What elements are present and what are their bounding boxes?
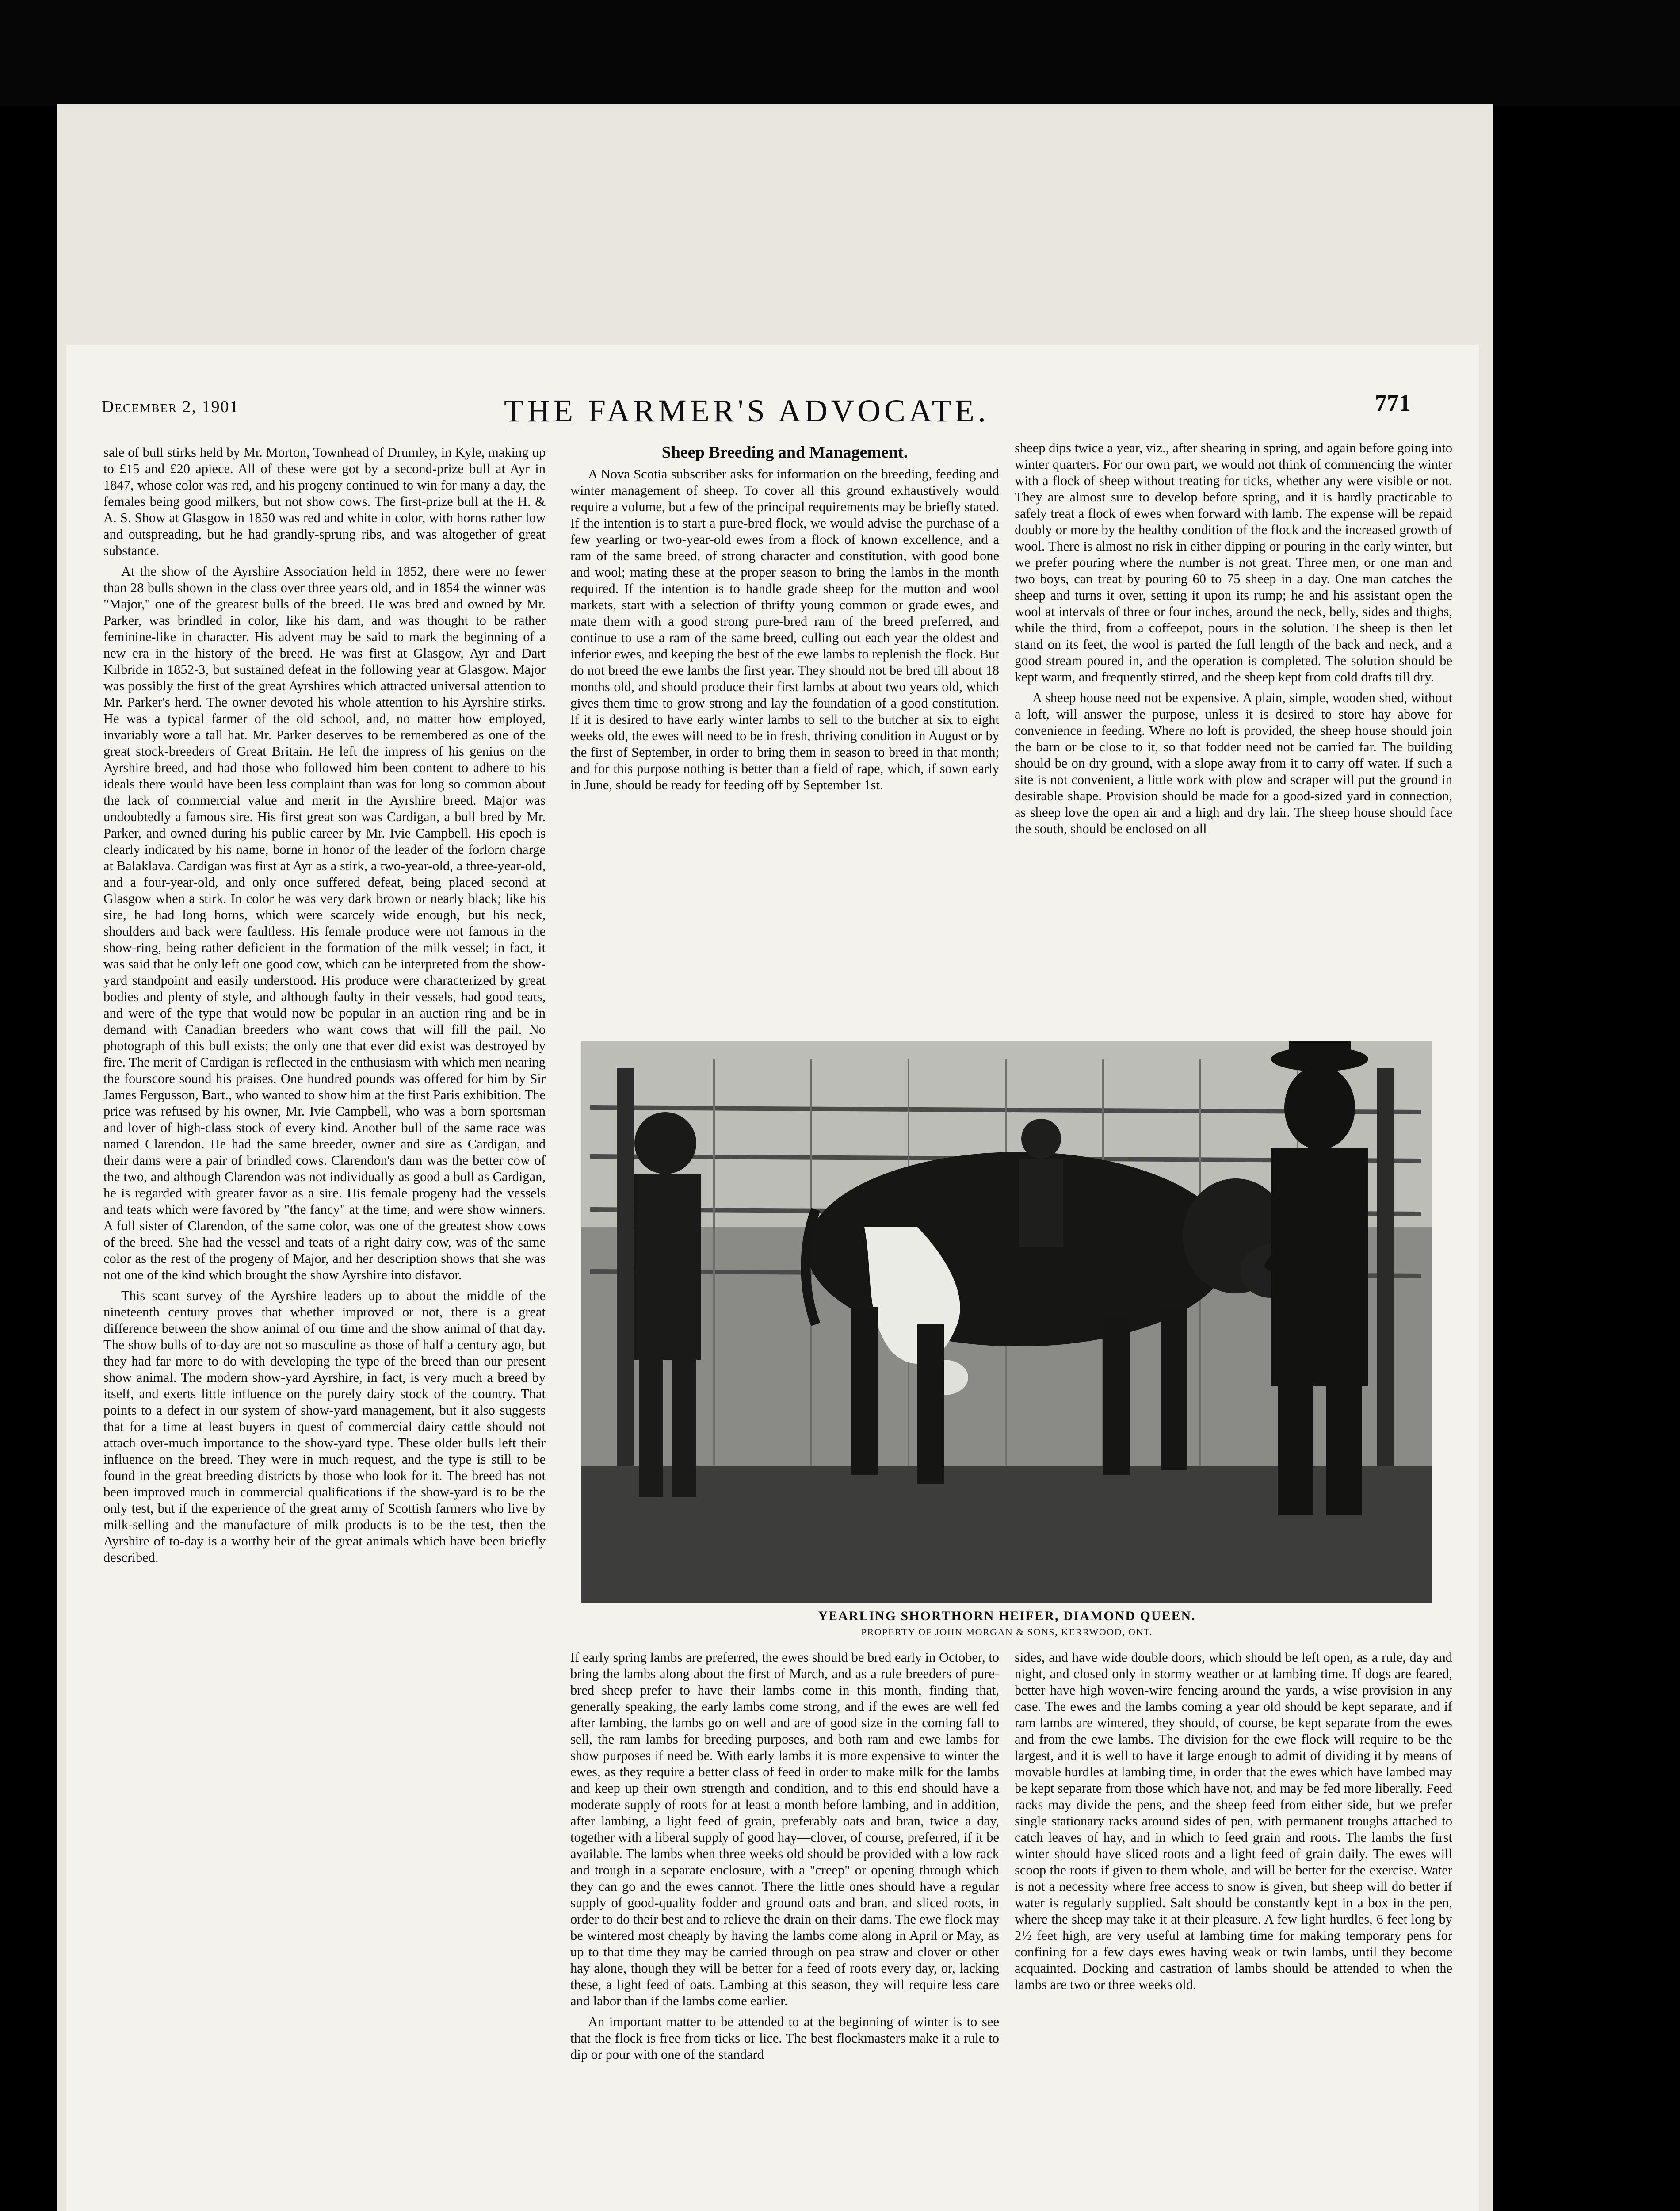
paragraph: At the show of the Ayrshire Association held in 1852, there were no fewer than 28 bulls shown in the class over three years old, and in 1854 the winner was "Major," one of the greatest bulls of the breed. He was bred and owned by Mr. Parker, was brindled in color, like his dam, and was thought to be rather feminine-like in character. His advent may be said to mark the beginning of a new era in the history of the breed. He was first at Glasgow, Ayr and Dart Kilbride in 1852-3, but sustained defeat in the following year at Glasgow. Major was possibly the first of the great Ayrshires which attracted universal attention to Mr. Parker's herd. The owner devoted his whole attention to his Ayrshire stirks. He was a typical farmer of the old school, and, no matter how employed, invariably wore a tall hat. Mr. Parker deserves to be remembered as one of the great stock-breeders of Great Britain. He left the impress of his genius on the Ayrshire breed, and had those who followed him been content to adhere to his ideals there would have been less complaint than was for long so common about the lack of commercial value and merit in the Ayrshire breed. Major was undoubtedly a famous sire. His first great son was Cardigan, a bull bred by Mr. Parker, and owned during his public career by Mr. Ivie Campbell. His epoch is clearly indicated by his name, borne in honor of the leader of the forlorn charge at Balaklava. Cardigan was first at Ayr as a stirk, a two-year-old, a three-year-old, and a four-year-old, and only once suffered defeat, being placed second at Glasgow when a stirk. In color he was very dark brown or nearly black; like his sire, he had long horns, which were scarcely wide enough, but his neck, shoulders and back were faultless. His female produce were not famous in the show-ring, being rather deficient in the formation of the milk vessel; in fact, it was said that he only left one good cow, which can be interpreted from the show-yard standpoint and easily understood. His produce were characterized by great bodies and plenty of style, and although faulty in their vessels, had good teats, and were of the type that would now be popular in an auction ring and be in demand with Canadian breeders who want cows that will fill the pail. No photograph of this bull exists; the only one that ever did exist was destroyed by fire. The merit of Cardigan is reflected in the enthusiasm with which men nearing the fourscore sound his praises. One hundred pounds was offered for him by Sir James Fergusson, Bart., who wanted to show him at the first Paris exhibition. The price was refused by his owner, Mr. Ivie Campbell, who was a born sportsman and lover of high-class stock of every kind. Another bull of the same race was named Clarendon. He had the same breeder, owner and sire as Cardigan, and their dams were a pair of brindled cows. Clarendon's dam was the better cow of the two, and although Clarendon was not individually as good a bull as Cardigan, he is regarded with greater favor as a sire. His female progeny had the vessels and teats which were favored by "the fancy" at the time, and were show winners. A full sister of Clarendon, of the same color, was one of the greatest show cows of the breed. She had the vessel and teats of a right dairy cow, was of the same color as the rest of the progeny of Major, and her description shows that she was not one of the kind which brought the show Ayrshire into disfavor. xyxy=(103,564,546,1282)
column-sheep-article-right-top xyxy=(1015,440,1452,1028)
heifer-photograph xyxy=(581,1041,1432,1603)
paragraph: If early spring lambs are preferred, the ewes should be bred early in October, to bring the lambs along about the first of March, and as a rule breeders of pure-bred sheep prefer to have their lambs come in this month, finding that, generally speaking, the early lambs come strong, and if the ewes are well fed after lambing, the lambs go on well and are of good size in the coming fall to sell, the ram lambs for breeding purposes, and both ram and ewe lambs for show purposes if need be. With early lambs it is more expensive to winter the ewes, as they require a better class of feed in order to make milk for the lambs and keep up their own strength and condition, and to this end should have a moderate supply of roots for at least a month before lambing, and in addition, after lambing, a light feed of grain, preferably oats and bran, twice a day, together with a liberal supply of good hay—clover, of course, preferred, if it be available. The lambs when three weeks old should be provided with a low rack and trough in a separate enclosure, with a "creep" or opening through which they can go and the ewes cannot. There the little ones should have a regular supply of good-quality fodder and ground oats and bran, and sliced roots, in order to do their best and to relieve the drain on their dams. The ewe flock may be wintered most cheaply by having the lambs come along in April or May, as up to that time they may be carried through on pea straw and clover or other hay alone, though they will be better for a feed of roots every day, or, lacking these, a light feed of oats. Lambing at this season, they will require less care and labor than if the lambs come earlier. xyxy=(570,1650,999,2008)
photo-illustration xyxy=(581,1041,1432,1603)
paragraph: A sheep house need not be expensive. A plain, simple, wooden shed, without a loft, will answer the purpose, unless it is desired to store hay above for convenience in feeding. Where no loft is provided, the sheep house should join the barn or be close to it, so that fodder need not be carried far. The building should be on dry ground, with a slope away from it to carry off water. If such a site is not convenient, a little work with plow and scraper will put the ground in desirable shape. Provision should be made for a good-sized yard in connection, as sheep love the open air and a high and dry lair. The sheep house should face the south, should be enclosed on all xyxy=(1015,690,1452,836)
issue-date: December 2, 1901 xyxy=(102,398,239,416)
paragraph: An important matter to be attended to at the beginning of winter is to see that the flock is free from ticks or lice. The best flockmasters make it a rule to dip or pour with one of the standard xyxy=(570,2014,999,2062)
masthead-title: THE FARMER'S ADVOCATE. xyxy=(504,393,989,428)
page-number: 771 xyxy=(1375,390,1411,416)
scan-border xyxy=(0,0,1680,106)
paragraph: This scant survey of the Ayrshire leaders up to about the middle of the nineteenth century proves that whether improved or not, there is a great difference between the show animal of our time and the show animal of that day. The show bulls of to-day are not so masculine as those of half a century ago, but they had far more to do with developing the type of the breed than our present show animal. The modern show-yard Ayrshire, in fact, is very much a breed by itself, and exerts little influence on the purely dairy stock of the country. That points to a defect in our system of show-yard management, but it also suggests that for a time at least buyers in quest of commercial dairy cattle should not attach over-much importance to the show-yard type. These older bulls left their influence on the breed. They were in much request, and the type is still to be found in the great breeding districts by those who look for it. The breed has not been improved much in commercial qualifications if the show-yard is to be the only test, but if the experience of the great army of Scottish farmers who live by milk-selling and the manufacture of milk products is to be the test, then the Ayrshire of to-day is a worthy heir of the great animals which have been briefly described. xyxy=(103,1288,546,1565)
photo-caption: YEARLING SHORTHORN HEIFER, DIAMOND QUEEN. xyxy=(818,1609,1196,1623)
article-title: Sheep Breeding and Management. xyxy=(661,444,908,462)
paragraph: sheep dips twice a year, viz., after shearing in spring, and again before going into winter quarters. For our own part, we would not think of commencing the winter with a flock of sheep without treating for ticks, whether any were visible or not. They are almost sure to develop before spring, and it is hardly practicable to safely treat a flock of ewes when forward with lamb. The expense will be repaid doubly or more by the healthy condition of the flock and the increased growth of wool. There is almost no risk in either dipping or pouring in the early winter, but we prefer pouring where the number is not great. Three men, or one man and two boys, can treat by pouring 60 to 75 sheep in a day. One man catches the sheep and turns it over, setting it upon its rump; he and his assistant open the wool at intervals of three or four inches, around the neck, belly, sides and thighs, while the third, from a coffeepot, pours in the solution. The sheep is then let stand on its feet, the wool is parted the full length of the back and neck, and a good stream poured in, and the operation is completed. The solution should be kept warm, and frequently stirred, and the sheep kept from cold drafts till dry. xyxy=(1015,440,1452,685)
column-sheep-article-top xyxy=(570,444,999,1028)
photo-credit: PROPERTY OF JOHN MORGAN & SONS, KERRWOOD, ONT. xyxy=(861,1626,1153,1637)
paragraph: A Nova Scotia subscriber asks for information on the breeding, feeding and winter management of sheep. To cover all this ground exhaustively would require a volume, but a few of the principal requirements may be briefly stated. If the intention is to start a pure-bred flock, we would advise the purchase of a few yearling or two-year-old ewes from a flock of known excellence, and a ram of the same breed, of strong character and constitution, with good bone and wool; mating these at the proper season to bring the lambs in the month required. If the intention is to handle grade sheep for the mutton and wool markets, start with a selection of thrifty young common or grade ewes, and mate them with a good strong pure-bred ram of the breed preferred, and continue to use a ram of the same breed, culling out each year the oldest and inferior ewes, and keeping the best of the ewe lambs to replenish the flock. But do not breed the ewe lambs the first year. They should not be bred till about 18 months old, and should produce their first lambs at about two years old, which gives them time to grow strong and lay the foundation of a good constitution. If it is desired to have early winter lambs to sell to the butcher at six to eight weeks old, the ewes will need to be in fresh, thriving condition in August or by the first of September, in order to bring them in season to breed in that month; and for this purpose nothing is better than a field of rape, which, if sown early in June, should be ready for feeding off by September 1st. xyxy=(570,467,999,792)
paragraph: sale of bull stirks held by Mr. Morton, Townhead of Drumley, in Kyle, making up to £15 and £20 apiece. All of these were got by a second-prize bull at Ayr in 1847, whose color was red, and his progeny continued to win for many a day, the females being good milkers, but not show cows. The first-prize bull at the H. & A. S. Show at Glasgow in 1850 was red and white in color, with horns rather low and outspreading, but he had grandly-sprung ribs, and was altogether of great substance. xyxy=(103,445,546,558)
paragraph: sides, and have wide double doors, which should be left open, as a rule, day and night, and closed only in stormy weather or at lambing time. If dogs are feared, better have high woven-wire fencing around the yards, a wise provision in any case. The ewes and the lambs coming a year old should be kept separate, and if ram lambs are wintered, they should, of course, be kept separate from the ewes and from the ewe lambs. The division for the ewe flock will require to be the largest, and it is well to have it large enough to admit of dividing it by means of movable hurdles at lambing time, in order that the ewes which have lambed may be kept separate from those which have not, and may be fed more liberally. Feed racks may divide the pens, and the sheep feed from either side, but we prefer single stationary racks around sides of pen, with permanent troughs attached to catch leaves of hay, and in which to feed grain and roots. The lambs the first winter should have sliced roots and a light feed of grain daily. The ewes will scoop the roots if given to them whole, and will be better for the exercise. Water is not a necessity where free access to snow is given, but sheep will do better if water is regularly supplied. Salt should be constantly kept in a box in the pen, where the sheep may take it at their pleasure. A few light hurdles, 6 feet long by 2½ feet high, are very useful at lambing time for making temporary pens for confining for a few days ewes having weak or twin lambs, until they become acquainted. Docking and castration of lambs should be attended to when the lambs are two or three weeks old. xyxy=(1015,1650,1452,1992)
page-header xyxy=(66,345,1479,428)
newspaper-page xyxy=(66,345,1479,2211)
column-sheep-article-bottom xyxy=(570,1649,999,2211)
boy-center xyxy=(1019,1119,1063,1247)
column-sheep-article-right-bottom xyxy=(1015,1649,1452,2211)
column-ayrshire-history xyxy=(103,444,546,2211)
